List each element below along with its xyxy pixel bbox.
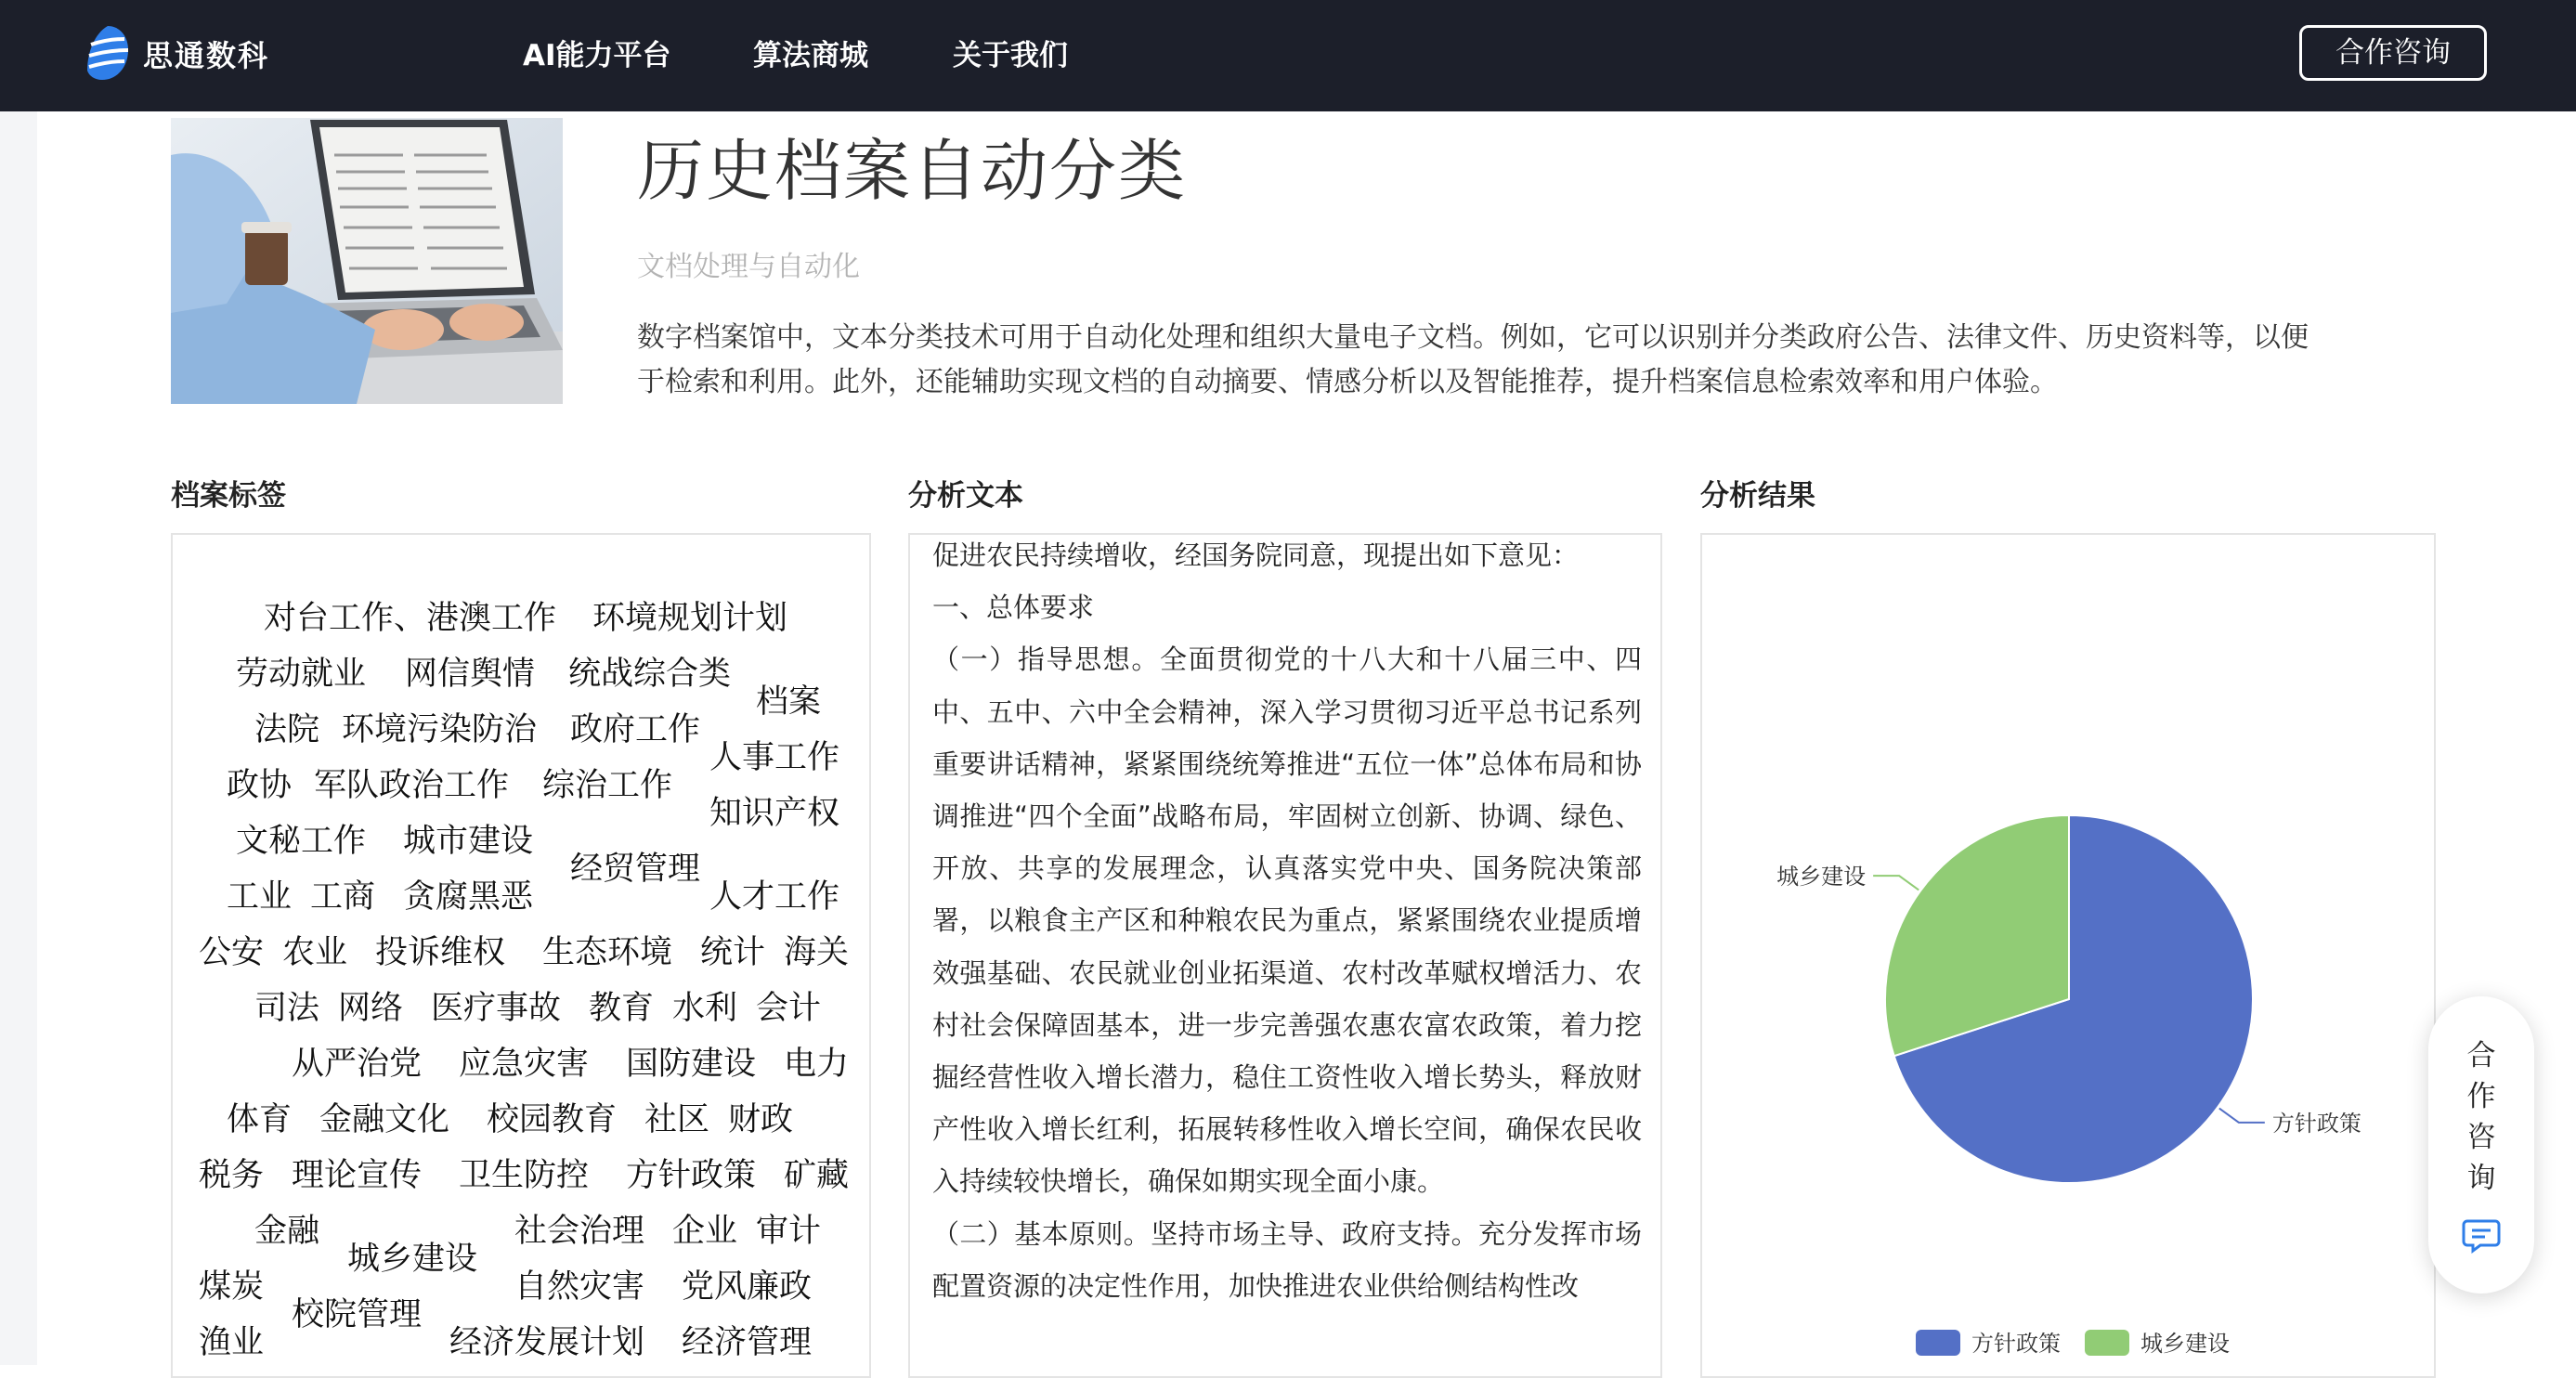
tag-item[interactable]: 电力 <box>784 1046 850 1083</box>
tag-item[interactable]: 自然灾害 <box>514 1268 645 1306</box>
text-paragraph: 一、总体要求 <box>932 592 1095 624</box>
tag-item[interactable]: 档案 <box>756 683 822 721</box>
consult-char: 合 <box>2466 1039 2496 1072</box>
tag-item[interactable]: 经济发展计划 <box>449 1324 645 1361</box>
analysis-text-panel[interactable] <box>908 533 1662 1378</box>
tag-item[interactable]: 国防建设 <box>626 1046 757 1083</box>
tag-item[interactable]: 城乡建设 <box>347 1241 478 1278</box>
consult-char: 作 <box>2466 1080 2496 1113</box>
tag-item[interactable]: 网络 <box>338 990 404 1027</box>
tag-item[interactable]: 应急灾害 <box>459 1046 590 1083</box>
nav-algorithm-store[interactable]: 算法商城 <box>753 39 868 72</box>
tag-item[interactable]: 政协 <box>227 767 293 804</box>
tag-item[interactable]: 审计 <box>756 1213 822 1250</box>
tag-item[interactable]: 社会治理 <box>514 1213 645 1250</box>
tag-item[interactable]: 综治工作 <box>542 767 673 804</box>
result-pie-chart <box>1702 535 2436 1378</box>
tag-item[interactable]: 金融文化 <box>319 1101 450 1138</box>
result-section-label: 分析结果 <box>1700 479 1815 513</box>
page-description: 数字档案馆中，文本分类技术可用于自动化处理和组织大量电子文档。例如，它可以识别并分类政府公告、法律文件、历史资料等，以便于检索和利用。此外，还能辅助实现文档的自动摘要、情感分析以及智能推荐，提升档案信息检索效率和用户体验。 <box>637 321 2309 398</box>
tag-item[interactable]: 工商 <box>310 878 376 916</box>
text-paragraph: （一）指导思想。全面贯彻党的十八大和十八届三中、四中、五中、六中全会精神，深入学习贯彻习近平总书记系列重要讲话精神，紧紧围绕统筹推进“五位一体”总体布局和协调推进“四个全面”战略布局，牢固树立创新、协调、绿色、开放、共享的发展理念，认真落实党中央、国务院决策部署，以粮食主产区和种粮农民为重点，紧紧围绕农业提质增效强基础、农民就业创业拓渠道、农村改革赋权增活力、农村社会保障固基本，进一步完善强农惠农富农政策，着力挖掘经营性收入增长潜力，稳住工资性收入增长势头，释放财产性收入增长红利，拓展转移性收入增长空间，确保农民收入持续较快增长，确保如期实现全面小康。 <box>932 644 1642 1198</box>
brand-name[interactable]: 思通数科 <box>143 38 270 73</box>
tag-item[interactable]: 经济管理 <box>682 1324 813 1361</box>
tag-item[interactable]: 教育 <box>589 990 655 1027</box>
tag-item[interactable]: 文秘工作 <box>236 823 367 860</box>
tag-item[interactable]: 医疗事故 <box>431 990 562 1027</box>
pie-slice-label: 方针政策 <box>2271 1110 2361 1137</box>
tag-item[interactable]: 方针政策 <box>626 1157 757 1194</box>
message-icon[interactable] <box>2462 1216 2501 1254</box>
tag-item[interactable]: 公安 <box>199 934 265 971</box>
tag-item[interactable]: 煤炭 <box>199 1268 265 1306</box>
tag-item[interactable]: 农业 <box>282 934 348 971</box>
tag-item[interactable]: 社区 <box>644 1101 710 1138</box>
consult-char: 咨 <box>2466 1121 2496 1154</box>
tag-item[interactable]: 海关 <box>784 934 850 971</box>
pie-slice-label: 城乡建设 <box>1776 864 1867 890</box>
tag-item[interactable]: 会计 <box>756 990 822 1027</box>
legend-label[interactable]: 方针政策 <box>1971 1331 2061 1357</box>
floating-consult-widget[interactable] <box>2428 996 2534 1294</box>
tag-item[interactable]: 投诉维权 <box>375 934 506 971</box>
tag-item[interactable]: 企业 <box>672 1213 738 1250</box>
tag-item[interactable]: 党风廉政 <box>682 1268 813 1306</box>
tags-section-label: 档案标签 <box>171 479 286 513</box>
tag-item[interactable]: 矿藏 <box>784 1157 850 1194</box>
page-left-gutter <box>0 111 37 1365</box>
tag-item[interactable]: 政府工作 <box>570 711 701 748</box>
legend-swatch[interactable] <box>1916 1330 1960 1356</box>
tag-item[interactable]: 体育 <box>227 1101 293 1138</box>
tag-item[interactable]: 军队政治工作 <box>314 767 510 804</box>
tag-item[interactable]: 知识产权 <box>709 795 840 832</box>
consult-char: 询 <box>2466 1162 2496 1195</box>
nav-about-us[interactable]: 关于我们 <box>953 39 1068 72</box>
tag-item[interactable]: 校院管理 <box>292 1296 423 1333</box>
page-subtitle: 文档处理与自动化 <box>637 251 860 283</box>
tag-item[interactable]: 生态环境 <box>542 934 673 971</box>
tag-item[interactable]: 劳动就业 <box>236 656 367 693</box>
tag-item[interactable]: 金融 <box>254 1213 320 1250</box>
tag-item[interactable]: 水利 <box>672 990 738 1027</box>
tag-item[interactable]: 税务 <box>199 1157 265 1194</box>
tag-item[interactable]: 统战综合类 <box>568 656 732 693</box>
tag-item[interactable]: 理论宣传 <box>292 1157 423 1194</box>
tag-item[interactable]: 工业 <box>227 878 293 916</box>
tag-item[interactable]: 渔业 <box>199 1324 265 1361</box>
nav-ai-platform[interactable]: AI能力平台 <box>523 39 671 72</box>
hero-laptop-image <box>171 118 563 404</box>
tag-item[interactable]: 人才工作 <box>709 878 840 916</box>
tag-item[interactable]: 环境污染防治 <box>342 711 538 748</box>
text-section-label: 分析文本 <box>908 479 1023 513</box>
legend-swatch[interactable] <box>2085 1330 2129 1356</box>
analysis-result-panel <box>1700 533 2436 1378</box>
tag-item[interactable]: 统计 <box>700 934 766 971</box>
tag-item[interactable]: 环境规划计划 <box>592 600 788 637</box>
tag-item[interactable]: 财政 <box>728 1101 794 1138</box>
legend-label[interactable]: 城乡建设 <box>2140 1331 2230 1357</box>
tag-item[interactable]: 从严治党 <box>292 1046 423 1083</box>
text-paragraph: （二）基本原则。坚持市场主导、政府支持。充分发挥市场配置资源的决定性作用，加快推进农业供给侧结构性改 <box>932 1217 1642 1302</box>
tag-item[interactable]: 经贸管理 <box>570 851 701 888</box>
pie-label-line <box>1873 876 1919 890</box>
tag-item[interactable]: 对台工作、港澳工作 <box>264 600 557 637</box>
pie-label-line <box>2219 1109 2265 1123</box>
tag-item[interactable]: 城市建设 <box>403 823 534 860</box>
tag-item[interactable]: 法院 <box>254 711 320 748</box>
tag-item[interactable]: 司法 <box>254 990 320 1027</box>
text-paragraph: 促进农民持续增收，经国务院同意，现提出如下意见： <box>932 540 1580 571</box>
floating-consult-label[interactable] <box>2428 1035 2534 1199</box>
tag-item[interactable]: 网信舆情 <box>405 656 536 693</box>
top-navbar <box>0 0 2576 111</box>
tag-item[interactable]: 人事工作 <box>709 739 840 776</box>
logo-icon[interactable] <box>85 24 130 82</box>
page-title: 历史档案自动分类 <box>637 132 1188 210</box>
tag-item[interactable]: 校园教育 <box>487 1101 618 1138</box>
analysis-text-body[interactable] <box>932 533 1642 1312</box>
tag-item[interactable]: 卫生防控 <box>459 1157 590 1194</box>
tag-item[interactable]: 贪腐黑恶 <box>403 878 534 916</box>
consult-button[interactable]: 合作咨询 <box>2299 25 2487 81</box>
tags-panel <box>171 533 871 1378</box>
